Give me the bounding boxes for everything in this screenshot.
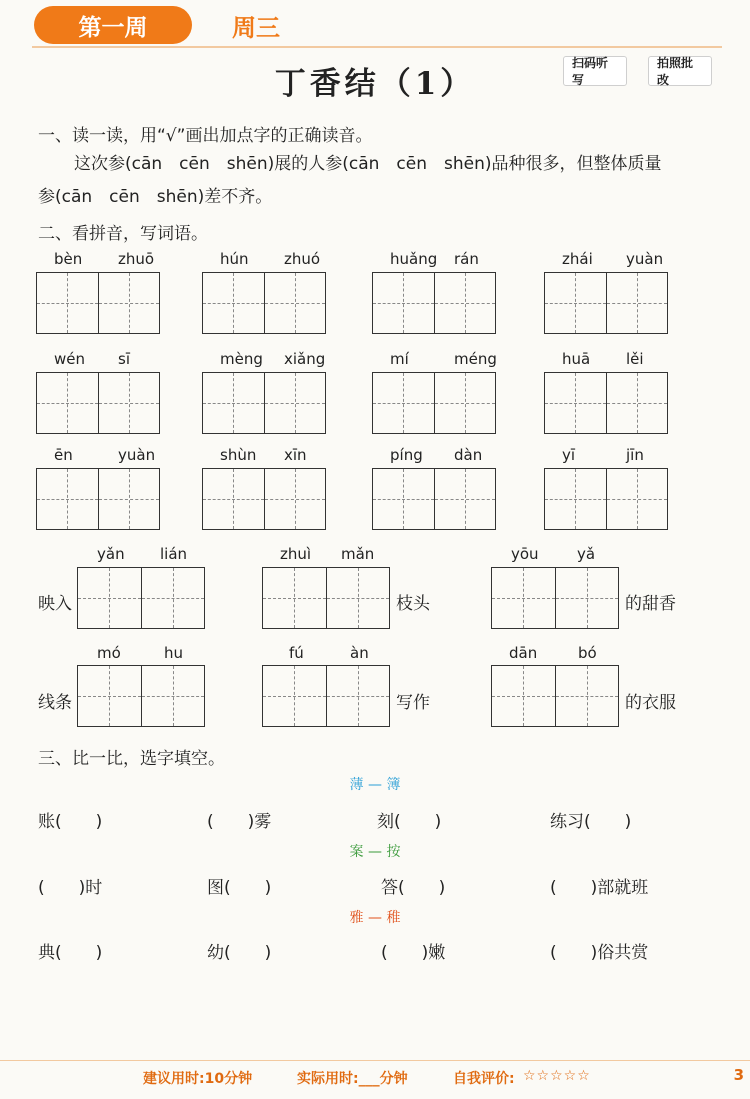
pinyin: sī [118, 350, 130, 368]
phrase1-mid: 枝头 [396, 594, 430, 614]
writing-box[interactable] [36, 372, 160, 434]
pinyin: yuàn [626, 250, 664, 268]
pinyin: ēn [54, 446, 73, 464]
photo-grading-button[interactable]: 拍照批改 [648, 56, 712, 86]
writing-box[interactable] [77, 567, 205, 629]
self-eval-stars-icon[interactable]: ☆☆☆☆☆ [523, 1068, 591, 1084]
pinyin: yǎ [577, 545, 596, 563]
writing-box[interactable] [262, 665, 390, 727]
pinyin: lián [160, 545, 188, 563]
pinyin: shùn [220, 446, 257, 464]
pinyin: xīn [284, 446, 307, 464]
char-pair-2: 案 — 按 [349, 844, 401, 860]
fill-blank-item[interactable]: 账( ) [38, 812, 103, 832]
phrase2-mid: 写作 [396, 693, 430, 713]
section1-line2: 参(cān cēn shēn)差不齐。 [38, 187, 273, 207]
fill-blank-item[interactable]: ( )时 [38, 878, 103, 898]
pinyin: zhuó [284, 250, 321, 268]
fill-blank-item[interactable]: ( )部就班 [550, 878, 649, 898]
fill-blank-item[interactable]: ( )俗共赏 [550, 943, 649, 963]
writing-box[interactable] [491, 665, 619, 727]
pinyin: zhuō [118, 250, 155, 268]
pinyin: lěi [626, 350, 644, 368]
pinyin: mó [97, 644, 121, 662]
pinyin: yōu [511, 545, 539, 563]
fill-blank-item[interactable]: 幼( ) [207, 943, 272, 963]
section1-title: 一、读一读，用“√”画出加点字的正确读音。 [38, 126, 373, 146]
pinyin: yǎn [97, 545, 125, 563]
pinyin: yī [562, 446, 576, 464]
writing-box[interactable] [202, 372, 326, 434]
writing-box[interactable] [372, 372, 496, 434]
pinyin: zhuì [280, 545, 312, 563]
section1-line1: 这次参(cān cēn shēn)展的人参(cān cēn shēn)品种很多，但整体质量 [74, 154, 662, 174]
section3-title: 三、比一比，选字填空。 [38, 749, 225, 769]
phrase2-prefix: 线条 [38, 693, 72, 713]
pinyin: hu [164, 644, 184, 662]
actual-time: 实际用时:___分钟 [297, 1071, 408, 1087]
pinyin: hún [220, 250, 249, 268]
pinyin: dān [509, 644, 538, 662]
pinyin: mèng [220, 350, 263, 368]
char-pair-3: 雅 — 稚 [349, 910, 401, 926]
pinyin: wén [54, 350, 86, 368]
fill-blank-item[interactable]: ( )雾 [207, 812, 272, 832]
fill-blank-item[interactable]: 典( ) [38, 943, 103, 963]
phrase1-suffix: 的甜香 [625, 594, 676, 614]
writing-box[interactable] [544, 468, 668, 530]
header-divider [32, 46, 722, 48]
fill-blank-item[interactable]: 刻( ) [377, 812, 442, 832]
writing-box[interactable] [491, 567, 619, 629]
suggested-time: 建议用时:10分钟 [143, 1071, 253, 1087]
writing-box[interactable] [544, 272, 668, 334]
fill-blank-item[interactable]: ( )嫩 [381, 943, 446, 963]
writing-box[interactable] [372, 272, 496, 334]
writing-box[interactable] [544, 372, 668, 434]
pinyin: huǎng [390, 250, 438, 268]
pinyin: yuàn [118, 446, 156, 464]
pinyin: àn [350, 644, 369, 662]
pinyin: jīn [626, 446, 644, 464]
day-label: 周三 [232, 14, 280, 42]
pinyin: fú [289, 644, 304, 662]
scan-dictation-button[interactable]: 扫码听写 [563, 56, 627, 86]
fill-blank-item[interactable]: 答( ) [381, 878, 446, 898]
char-pair-1: 薄 — 簿 [349, 777, 401, 793]
page-number: 3 [733, 1066, 744, 1084]
footer-divider [0, 1060, 750, 1061]
pinyin: rán [454, 250, 479, 268]
pinyin: bèn [54, 250, 83, 268]
pinyin: dàn [454, 446, 483, 464]
pinyin: píng [390, 446, 423, 464]
week-badge: 第一周 [34, 6, 192, 44]
pinyin: huā [562, 350, 591, 368]
writing-box[interactable] [372, 468, 496, 530]
self-eval-label: 自我评价: [453, 1071, 515, 1087]
pinyin: méng [454, 350, 497, 368]
pinyin: zhái [562, 250, 593, 268]
writing-box[interactable] [202, 468, 326, 530]
writing-box[interactable] [36, 272, 160, 334]
phrase1-prefix: 映入 [38, 594, 72, 614]
pinyin: mí [390, 350, 409, 368]
page-title: 丁香结（1） [274, 66, 476, 102]
writing-box[interactable] [202, 272, 326, 334]
pinyin: xiǎng [284, 350, 326, 368]
phrase2-suffix: 的衣服 [625, 693, 676, 713]
fill-blank-item[interactable]: 练习( ) [550, 812, 632, 832]
pinyin: mǎn [341, 545, 375, 563]
writing-box[interactable] [77, 665, 205, 727]
pinyin: bó [578, 644, 597, 662]
writing-box[interactable] [262, 567, 390, 629]
section2-title: 二、看拼音，写词语。 [38, 224, 208, 244]
fill-blank-item[interactable]: 图( ) [207, 878, 272, 898]
writing-box[interactable] [36, 468, 160, 530]
